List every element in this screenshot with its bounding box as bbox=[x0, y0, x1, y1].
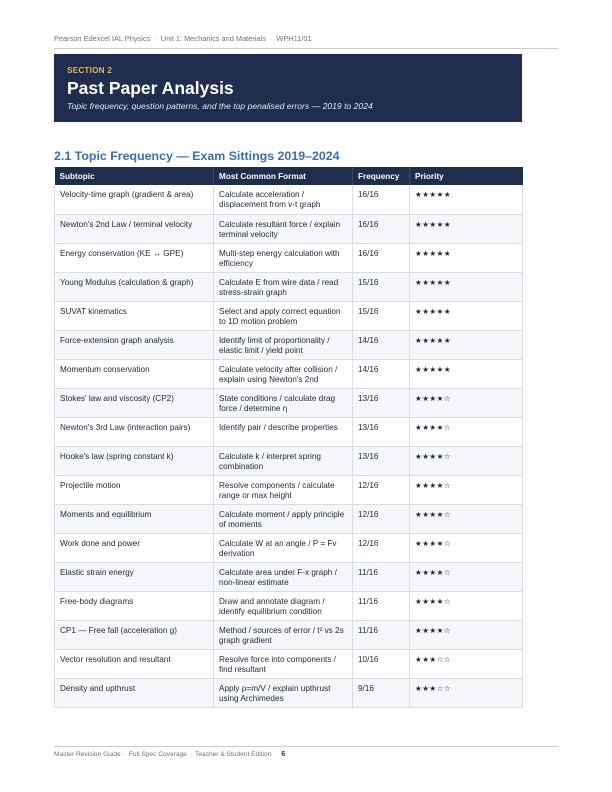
priority-stars: ★★★★☆ bbox=[410, 591, 523, 620]
page-number: 6 bbox=[281, 751, 286, 758]
table-row bbox=[55, 562, 523, 591]
cell-frequency: 14/16 bbox=[353, 359, 410, 388]
cell-subtopic: Hooke's law (spring constant k) bbox=[55, 446, 214, 475]
priority-stars: ★★★★☆ bbox=[410, 620, 523, 649]
cell-frequency: 13/16 bbox=[353, 446, 410, 475]
running-footer bbox=[54, 746, 558, 758]
column-header-priority: Priority bbox=[410, 167, 523, 185]
table-row bbox=[55, 301, 523, 330]
cell-frequency: 11/16 bbox=[353, 620, 410, 649]
cell-subtopic: Moments and equilibrium bbox=[55, 504, 214, 533]
cell-subtopic: Newton's 2nd Law / terminal velocity bbox=[55, 214, 214, 243]
priority-stars: ★★★★★ bbox=[410, 214, 523, 243]
priority-stars: ★★★★★ bbox=[410, 185, 523, 214]
cell-frequency: 12/16 bbox=[353, 504, 410, 533]
cell-subtopic: Elastic strain energy bbox=[55, 562, 214, 591]
table-header-row bbox=[55, 167, 523, 185]
footer-coverage: Full Spec Coverage bbox=[128, 751, 187, 758]
table-row bbox=[55, 214, 523, 243]
priority-stars: ★★★★☆ bbox=[410, 446, 523, 475]
cell-frequency: 10/16 bbox=[353, 649, 410, 678]
cell-subtopic: Work done and power bbox=[55, 533, 214, 562]
topic-frequency-table bbox=[54, 167, 523, 708]
cell-subtopic: Vector resolution and resultant bbox=[55, 649, 214, 678]
cell-frequency: 15/16 bbox=[353, 301, 410, 330]
cell-frequency: 16/16 bbox=[353, 243, 410, 272]
cell-format: Multi-step energy calculation with efficiency bbox=[214, 243, 353, 272]
cell-format: Select and apply correct equation to 1D motion problem bbox=[214, 301, 353, 330]
cell-format: Draw and annotate diagram / identify equilibrium condition bbox=[214, 591, 353, 620]
cell-format: Calculate velocity after collision / explain using Newton's 2nd bbox=[214, 359, 353, 388]
cell-subtopic: Energy conservation (KE ↔ GPE) bbox=[55, 243, 214, 272]
cell-format: Resolve components / calculate range or max height bbox=[214, 475, 353, 504]
priority-stars: ★★★★☆ bbox=[410, 504, 523, 533]
table-row bbox=[55, 620, 523, 649]
table-row bbox=[55, 359, 523, 388]
priority-stars: ★★★★☆ bbox=[410, 417, 523, 446]
cell-format: Identify pair / describe properties bbox=[214, 417, 353, 446]
page-subtitle: Topic frequency, question patterns, and the top penalised errors — 2019 to 2024 bbox=[67, 101, 373, 111]
cell-format: Calculate k / interpret spring combination bbox=[214, 446, 353, 475]
table-body bbox=[55, 185, 523, 707]
table-row bbox=[55, 330, 523, 359]
cell-subtopic: Free-body diagrams bbox=[55, 591, 214, 620]
cell-subtopic: Velocity-time graph (gradient & area) bbox=[55, 185, 214, 214]
cell-format: Calculate moment / apply principle of moments bbox=[214, 504, 353, 533]
priority-stars: ★★★★★ bbox=[410, 330, 523, 359]
table-row bbox=[55, 417, 523, 446]
column-header-frequency: Frequency bbox=[353, 167, 410, 185]
column-header-subtopic: Subtopic bbox=[55, 167, 214, 185]
cell-subtopic: Force-extension graph analysis bbox=[55, 330, 214, 359]
cell-format: Apply ρ=m/V / explain upthrust using Archimedes bbox=[214, 678, 353, 707]
cell-frequency: 13/16 bbox=[353, 388, 410, 417]
priority-stars: ★★★★☆ bbox=[410, 475, 523, 504]
table-row bbox=[55, 272, 523, 301]
cell-subtopic: Momentum conservation bbox=[55, 359, 214, 388]
cell-format: Calculate E from wire data / read stress-strain graph bbox=[214, 272, 353, 301]
priority-stars: ★★★★★ bbox=[410, 272, 523, 301]
cell-frequency: 16/16 bbox=[353, 185, 410, 214]
cell-frequency: 11/16 bbox=[353, 562, 410, 591]
header-unit: Unit 1: Mechanics and Materials bbox=[160, 34, 266, 43]
priority-stars: ★★★★★ bbox=[410, 301, 523, 330]
table-row bbox=[55, 475, 523, 504]
cell-format: Calculate area under F-x graph / non-linear estimate bbox=[214, 562, 353, 591]
priority-stars: ★★★★★ bbox=[410, 359, 523, 388]
page-title: Past Paper Analysis bbox=[67, 78, 234, 98]
header-course: Pearson Edexcel IAL Physics bbox=[54, 34, 151, 43]
cell-format: Calculate resultant force / explain terminal velocity bbox=[214, 214, 353, 243]
cell-frequency: 12/16 bbox=[353, 533, 410, 562]
cell-frequency: 11/16 bbox=[353, 591, 410, 620]
table-row bbox=[55, 504, 523, 533]
cell-subtopic: Newton's 3rd Law (interaction pairs) bbox=[55, 417, 214, 446]
priority-stars: ★★★★☆ bbox=[410, 388, 523, 417]
table-row bbox=[55, 678, 523, 707]
cell-format: State conditions / calculate drag force / determine η bbox=[214, 388, 353, 417]
column-header-format: Most Common Format bbox=[214, 167, 353, 185]
cell-frequency: 9/16 bbox=[353, 678, 410, 707]
cell-format: Calculate W at an angle / P = Fv derivation bbox=[214, 533, 353, 562]
header-separator: · bbox=[154, 34, 157, 43]
cell-frequency: 13/16 bbox=[353, 417, 410, 446]
priority-stars: ★★★★☆ bbox=[410, 562, 523, 591]
cell-subtopic: Density and upthrust bbox=[55, 678, 214, 707]
cell-subtopic: Projectile motion bbox=[55, 475, 214, 504]
table-row bbox=[55, 243, 523, 272]
table-row bbox=[55, 591, 523, 620]
section-banner bbox=[54, 54, 522, 122]
footer-guide: Master Revision Guide bbox=[54, 751, 121, 758]
table-row bbox=[55, 185, 523, 214]
cell-format: Calculate acceleration / displacement from v-t graph bbox=[214, 185, 353, 214]
table-row bbox=[55, 533, 523, 562]
cell-subtopic: Young Modulus (calculation & graph) bbox=[55, 272, 214, 301]
cell-frequency: 14/16 bbox=[353, 330, 410, 359]
cell-subtopic: Stokes' law and viscosity (CP2) bbox=[55, 388, 214, 417]
header-paper-code: WPH11/01 bbox=[276, 34, 312, 43]
cell-frequency: 12/16 bbox=[353, 475, 410, 504]
section-heading: 2.1 Topic Frequency — Exam Sittings 2019–2024 bbox=[54, 149, 340, 163]
table-row bbox=[55, 649, 523, 678]
header-separator: · bbox=[269, 34, 273, 43]
priority-stars: ★★★☆☆ bbox=[410, 649, 523, 678]
priority-stars: ★★★★★ bbox=[410, 243, 523, 272]
running-header bbox=[54, 34, 558, 49]
footer-separator: · bbox=[189, 751, 193, 758]
cell-frequency: 15/16 bbox=[353, 272, 410, 301]
cell-subtopic: SUVAT kinematics bbox=[55, 301, 214, 330]
priority-stars: ★★★☆☆ bbox=[410, 678, 523, 707]
cell-subtopic: CP1 — Free fall (acceleration g) bbox=[55, 620, 214, 649]
cell-format: Method / sources of error / t² vs 2s graph gradient bbox=[214, 620, 353, 649]
cell-frequency: 16/16 bbox=[353, 214, 410, 243]
section-label: SECTION 2 bbox=[67, 66, 113, 75]
cell-format: Resolve force into components / find resultant bbox=[214, 649, 353, 678]
table-row bbox=[55, 446, 523, 475]
footer-edition: Teacher & Student Edition bbox=[195, 751, 272, 758]
cell-format: Identify limit of proportionality / elastic limit / yield point bbox=[214, 330, 353, 359]
table-row bbox=[55, 388, 523, 417]
footer-separator: · bbox=[123, 751, 126, 758]
priority-stars: ★★★★☆ bbox=[410, 533, 523, 562]
